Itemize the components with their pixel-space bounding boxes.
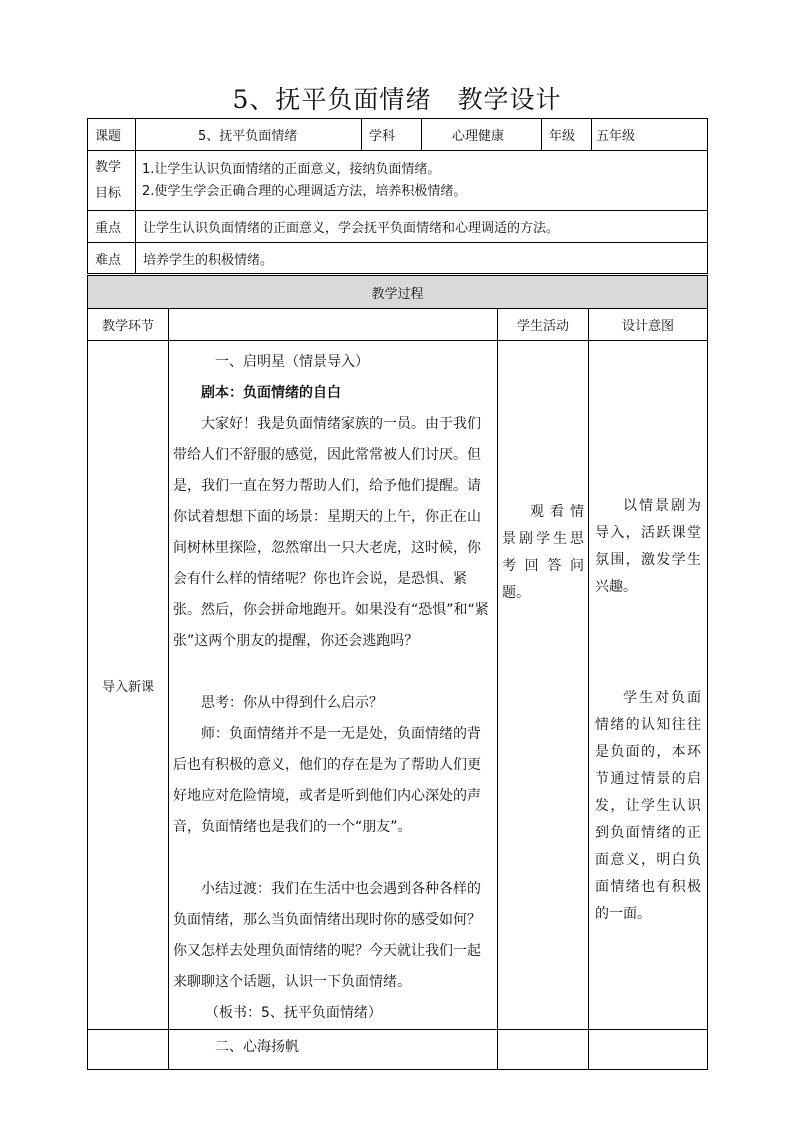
subject-value: 心理健康: [422, 119, 542, 151]
stage-cell: 导入新课: [88, 341, 169, 1030]
content-cell: [169, 341, 498, 1030]
objective-item: 2.使学生学会正确合理的心理调适方法，培养积极情绪。: [142, 183, 467, 199]
teacher-remark: 师：负面情绪并不是一无是处，负面情绪的背后也有积极的意义，他们的存在是为了帮助人们更好地应对危险情境，或者是听到他们内心深处的声音，负面情绪也是我们的一个“朋友”。: [173, 726, 481, 835]
topic-value: 5、抚平负面情绪: [136, 119, 362, 151]
difficulty-label: 难点: [88, 243, 136, 274]
board-note: （板书：5、抚平负面情绪）: [205, 1005, 382, 1021]
col-stage-header: 教学环节: [88, 309, 169, 341]
lesson-info-table: [87, 118, 708, 274]
summary-transition: 小结过渡：我们在生活中也会遇到各种各样的负面情绪，那么当负面情绪出现时你的感受如何？你又怎样去处理负面情绪的呢？今天就让我们一起来聊聊这个话题，认识一下负面情绪。: [173, 881, 481, 990]
objective-item: 1.让学生认识负面情绪的正面意义，接纳负面情绪。: [142, 161, 441, 177]
section-heading-2: 二、心海扬帆: [215, 1039, 299, 1055]
subject-label: 学科: [362, 119, 422, 151]
topic-label: 课题: [88, 119, 136, 151]
script-paragraph: 大家好！我是负面情绪家族的一员。由于我们带给人们不舒服的感觉，因此常常被人们讨厌。但是，我们一直在努力帮助人们，给予他们提醒。请你试着想想下面的场景：星期天的上午，你正在山间树林里探险，忽然窜出一只大老虎，这时候，你会有什么样的情绪呢？你也许会说，是恐惧、紧张。然后，你会拼命地跑开。如果没有“恐惧”和“紧张”这两个朋友的提醒，你还会逃跑吗？: [173, 416, 489, 649]
col-content-header: [169, 309, 498, 341]
design-cell: [589, 341, 708, 1030]
objectives-label: 教学 目标: [88, 151, 136, 211]
design-intent-2: 学生对负面情绪的认知往往是负面的，本环节通过情景的启发，让学生认识到负面情绪的正面意义，明白负面情绪也有积极的一面。: [595, 690, 702, 922]
script-title: 剧本：负面情绪的自白: [201, 385, 341, 401]
process-header: 教学过程: [88, 276, 708, 309]
col-activity-header: 学生活动: [498, 309, 589, 341]
key-point-label: 重点: [88, 211, 136, 243]
teaching-process-table: [87, 275, 708, 1070]
student-activity-text: 观看情景剧学生思考回答问题。: [502, 504, 584, 601]
key-point-value: 让学生认识负面情绪的正面意义，学会抚平负面情绪和心理调适的方法。: [136, 211, 708, 243]
grade-value: 五年级: [592, 119, 708, 151]
think-question: 思考：你从中得到什么启示？: [201, 695, 383, 711]
design-intent-1: 以情景剧为导入，活跃课堂氛围，激发学生兴趣。: [595, 498, 702, 595]
activity-cell: [498, 341, 589, 1030]
col-design-header: 设计意图: [589, 309, 708, 341]
difficulty-value: 培养学生的积极情绪。: [136, 243, 708, 274]
grade-label: 年级: [542, 119, 592, 151]
document-title: 5、抚平负面情绪 教学设计: [232, 85, 562, 114]
objectives-content: [136, 151, 708, 211]
section-heading: 一、启明星（情景导入）: [215, 354, 369, 370]
